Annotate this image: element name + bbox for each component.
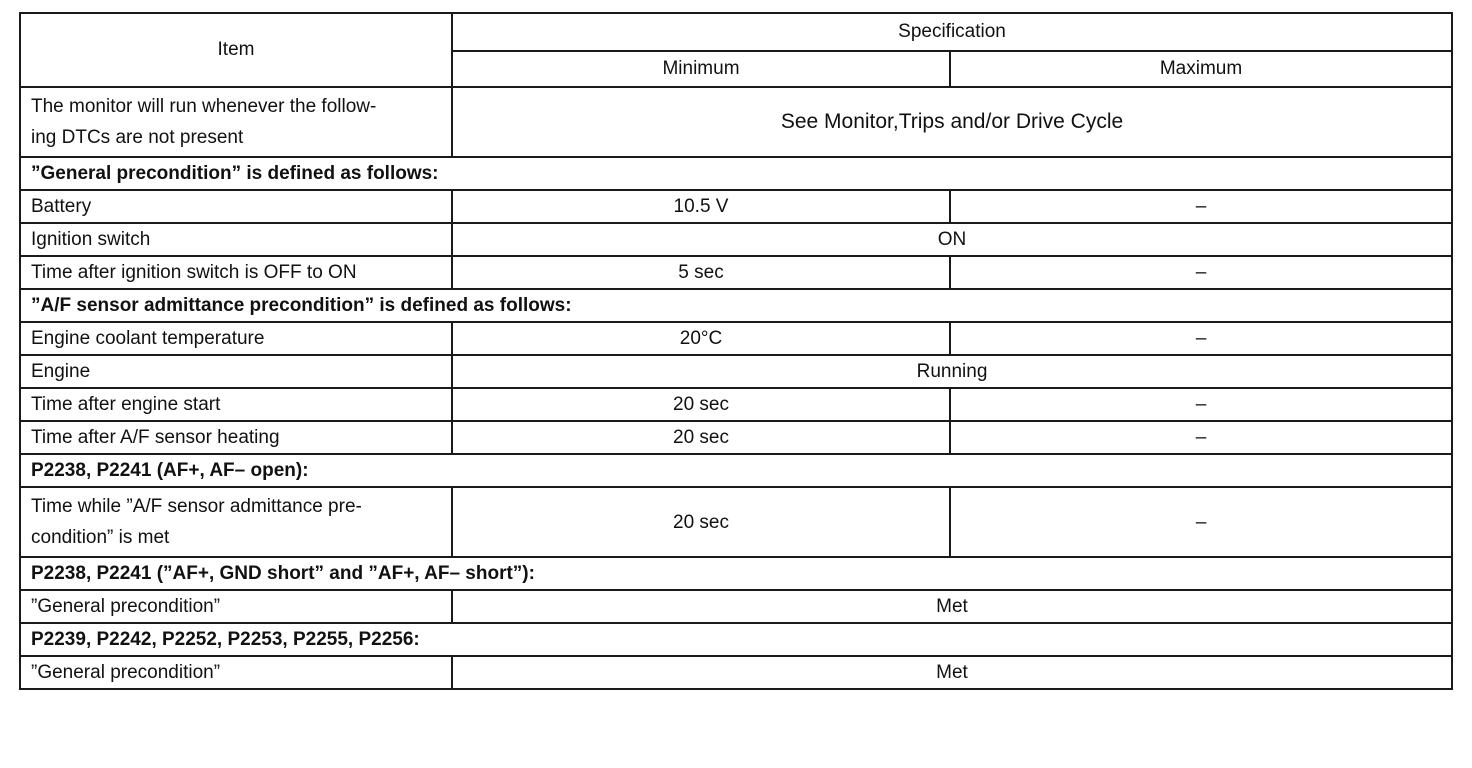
row-max: – (950, 322, 1452, 355)
table-row (20, 388, 1452, 421)
row-max: – (950, 487, 1452, 557)
row-item: Time after ignition switch is OFF to ON (20, 256, 452, 289)
row-min: 20 sec (452, 421, 950, 454)
row-value (452, 87, 1452, 157)
header-item: Item (20, 13, 452, 87)
section-label: ”General precondition” is defined as follows: (20, 157, 1452, 190)
row-item: ”General precondition” (20, 590, 452, 623)
row-value: Met (452, 590, 1452, 623)
header-minimum: Minimum (452, 51, 950, 87)
row-item-line: The monitor will run whenever the follow- (31, 96, 377, 117)
section-row (20, 289, 1452, 322)
row-item (20, 87, 452, 157)
section-label: P2238, P2241 (AF+, AF– open): (20, 454, 1452, 487)
row-max: – (950, 256, 1452, 289)
header-maximum: Maximum (950, 51, 1452, 87)
table-row (20, 87, 1452, 157)
table-row (20, 322, 1452, 355)
table-row (20, 190, 1452, 223)
table-row (20, 223, 1452, 256)
table-row (20, 656, 1452, 689)
row-item: Time after engine start (20, 388, 452, 421)
specification-table (19, 12, 1453, 690)
row-min: 10.5 V (452, 190, 950, 223)
section-row (20, 454, 1452, 487)
row-max: – (950, 190, 1452, 223)
row-min: 20°C (452, 322, 950, 355)
header-row-1 (20, 13, 1452, 51)
row-value-text: See Monitor,Trips and/or Drive Cycle (780, 110, 1124, 133)
row-value: Running (452, 355, 1452, 388)
row-item: Engine (20, 355, 452, 388)
row-max: – (950, 421, 1452, 454)
row-max: – (950, 388, 1452, 421)
table-row (20, 421, 1452, 454)
header-specification: Specification (452, 13, 1452, 51)
row-min: 5 sec (452, 256, 950, 289)
row-item (20, 487, 452, 557)
table-row (20, 590, 1452, 623)
section-label: P2238, P2241 (”AF+, GND short” and ”AF+, AF– short”): (20, 557, 1452, 590)
section-row (20, 557, 1452, 590)
row-min: 20 sec (452, 388, 950, 421)
section-row (20, 623, 1452, 656)
section-label: ”A/F sensor admittance precondition” is defined as follows: (20, 289, 1452, 322)
row-item-line: condition” is met (31, 527, 170, 548)
row-item-line: ing DTCs are not present (31, 127, 244, 148)
row-item-line: Time while ”A/F sensor admittance pre- (31, 496, 362, 517)
row-value: ON (452, 223, 1452, 256)
row-item: Battery (20, 190, 452, 223)
row-item: Engine coolant temperature (20, 322, 452, 355)
section-label: P2239, P2242, P2252, P2253, P2255, P2256: (20, 623, 1452, 656)
section-row (20, 157, 1452, 190)
row-min: 20 sec (452, 487, 950, 557)
table-row (20, 487, 1452, 557)
row-value: Met (452, 656, 1452, 689)
row-item: Time after A/F sensor heating (20, 421, 452, 454)
row-item: Ignition switch (20, 223, 452, 256)
table-row (20, 355, 1452, 388)
table-row (20, 256, 1452, 289)
row-item: ”General precondition” (20, 656, 452, 689)
